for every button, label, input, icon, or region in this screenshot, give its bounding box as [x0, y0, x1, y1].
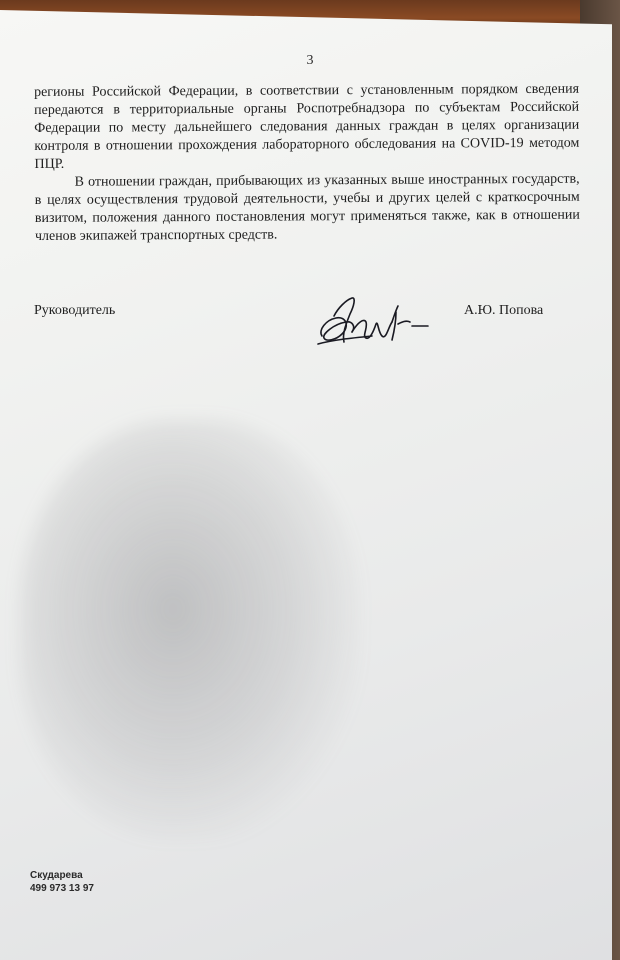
paragraph-continuation: регионы Российской Федерации, в соответствии с установленным порядком сведения передаются в территориальные органы Роспотребнадзора по субъектам Российской Федерации по месту дальнейшего следования данных граждан в целях организации контроля в отношении прохождения лабораторного обследования на COVID-19 методом ПЦР. — [34, 81, 580, 172]
handwritten-signature — [312, 292, 432, 356]
page-number: 3 — [306, 53, 314, 68]
executor-name: Скударева — [30, 870, 83, 881]
signatory-name: А.Ю. Попова — [464, 303, 544, 318]
signatory-title: Руководитель — [34, 303, 116, 318]
executor-info — [30, 869, 94, 895]
paragraph-foreign-citizens: В отношении граждан, прибывающих из указанных выше иностранных государств, в целях осуществления трудовой деятельности, учебы и других целей с краткосрочным визитом, положения данного постановления могут применяться также, как в отношении членов экипажей транспортных средств. — [34, 171, 580, 244]
document-body — [34, 81, 580, 246]
executor-phone: 499 973 13 97 — [30, 883, 94, 894]
